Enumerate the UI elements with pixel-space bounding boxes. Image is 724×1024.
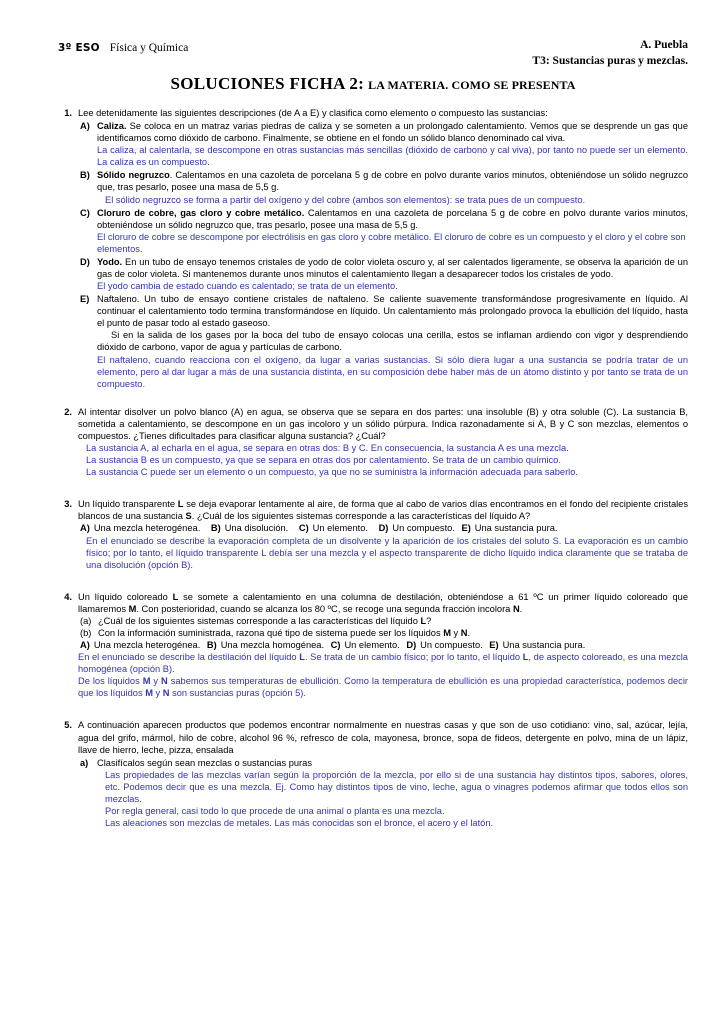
option-letter: B)	[206, 640, 217, 651]
sub-item-text: Con la información suministrada, razona qué tipo de sistema puede ser los líquidos M y N.	[98, 627, 471, 638]
option-letter: A)	[80, 523, 90, 534]
sub-item-text: Clasifícalos según sean mezclas o sustancias puras	[97, 757, 312, 768]
list-item	[78, 120, 688, 168]
item-lead: Cloruro de cobre, gas cloro y cobre metálico.	[97, 207, 305, 218]
sub-item-answer: Por regla general, casi todo lo que procede de una animal o planta es una mezcla.	[105, 805, 445, 816]
question-body	[78, 719, 688, 829]
question-prompt: A continuación aparecen productos que podemos encontrar normalmente en nuestras casas y que son de uso cotidiano: vino, sal, azúcar, lejía, agua del grifo, mármol, hilo de cobre, alcohol 96 %, refresco de cola, mayonesa, bronce, sopa de fideos, detergente en polvo, mina de un lápiz, llave de hierro, leche, pizza, ensalada	[78, 720, 688, 755]
spacer	[58, 582, 688, 591]
question-prompt: Lee detenidamente las siguientes descripciones (de A a E) y clasifica como elemento o compuesto las sustancias:	[78, 108, 548, 118]
option-letter: E)	[489, 640, 499, 651]
item-answer: El naftaleno, cuando reacciona con el oxígeno, da lugar a varias sustancias. Si sólo diera lugar a una sustancia se podría tratar de un elemento, pero al dar lugar a más de una sustancia distinta, en su composición debe haber más de un átomo distinto y por tanto se trata de un compuesto.	[97, 354, 688, 389]
option-letter: D)	[406, 640, 417, 651]
course-label: 3º ESO	[58, 42, 100, 54]
question-number: 3.	[64, 499, 72, 510]
item-lead: Sólido negruzco	[97, 170, 170, 181]
question-1	[58, 107, 688, 390]
question-prompt: Al intentar disolver un polvo blanco (A) en agua, se observa que se separa en dos partes: una insoluble (B) y otra soluble (C). La sustancia B, sometida a calentamiento, se descompone en un gas incoloro y un sólido púrpura. Indica razonadamente si A, B y C son mezclas, elementos o compuestos. ¿Tienes dificultades para clasificar alguna sustancia? ¿Cuál?	[78, 406, 688, 441]
item-letter: D)	[80, 256, 90, 267]
sub-item	[78, 627, 688, 639]
item-body	[97, 169, 688, 205]
item-body	[97, 256, 688, 292]
title-main: SOLUCIONES FICHA 2:	[170, 74, 365, 93]
item-text: Naftaleno. Un tubo de ensayo contiene cristales de naftaleno. Se caliente suavemente transformándose progresivamente en líquido. Al continuar el calentamiento todo termina transformándose en líquido. Un calentamiento más prolongado provoca la ebullición del líquido, hasta el punto de pasar todo al estado gaseoso.	[97, 294, 688, 329]
question-answer: De los líquidos M y N sabemos sus temperaturas de ebullición. Como la temperatura de ebullición es una propiedad característica, podemos decir que los líquidos M y N son sustancias puras (opción 5).	[78, 676, 688, 699]
question-options	[78, 522, 688, 534]
header-right	[532, 38, 688, 69]
item-answer: La caliza, al calentarla, se descompone en otras sustancias más sencillas (dióxido de carbono y cal viva), por tanto no puede ser un elemento. La caliza es un compuesto.	[97, 145, 688, 168]
option-letter: C)	[298, 523, 309, 534]
question-body	[78, 406, 688, 478]
item-answer: El yodo cambia de estado cuando es calentado; se trata de un elemento.	[97, 281, 398, 292]
item-description: Se coloca en un matraz varias piedras de caliza y se someten a un prolongado calentamiento. Vemos que se desprende un gas que identificamos como dióxido de carbono. Finalmente, se obtiene en el fondo un sólido blanco denominado cal viva.	[97, 121, 688, 144]
sub-item	[78, 757, 688, 829]
item-answer: El sólido negruzco se forma a partir del oxígeno y del cobre (ambos son elementos): se trata pues de un compuesto.	[105, 194, 586, 205]
item-letter: B)	[80, 170, 90, 181]
question-4	[58, 591, 688, 700]
item-text	[97, 256, 688, 280]
item-letter: A)	[80, 121, 90, 132]
sub-item-answer: Las aleaciones son mezclas de metales. Las más conocidas son el bronce, el acero y el latón.	[105, 818, 494, 829]
page-title	[58, 74, 688, 94]
item-lead: Yodo.	[97, 256, 123, 267]
question-answer: En el enunciado se describe la destilación del líquido L. Se trata de un cambio físico; por lo tanto, el líquido L, de aspecto coloreado, es una mezcla homogénea (opción B).	[78, 652, 688, 675]
question-answer: La sustancia C puede ser un elemento o un compuesto, ya que no se suministra la información adecuada para saberlo.	[86, 467, 578, 478]
option-letter: E)	[461, 523, 471, 534]
option-letter: C)	[330, 640, 341, 651]
question-body	[78, 591, 688, 700]
question-answer: La sustancia B es un compuesto, ya que se separa en otras dos por calentamiento. Se trata de un cambio químico.	[86, 455, 561, 466]
list-item	[78, 169, 688, 205]
item-description: En un tubo de ensayo tenemos cristales de yodo de color violeta oscuro y, al ser calentados ligeramente, se observa la aparición de un gas de color violeta. Si mantenemos durante unos minutos el calentamiento llegan a desaparecer todos los cristales de yodo.	[97, 256, 688, 280]
sub-item	[78, 615, 688, 627]
item-text	[97, 120, 688, 144]
option-text: Una mezcla homogénea.	[220, 640, 325, 651]
question-body	[78, 107, 688, 390]
question-answer: La sustancia A, al echarla en el agua, se separa en otras dos: B y C. En consecuencia, la sustancia A es una mezcla.	[86, 443, 569, 454]
list-item	[78, 293, 688, 390]
header-left	[58, 38, 188, 56]
option-text: Un compuesto.	[420, 640, 483, 651]
question-number: 5.	[64, 720, 72, 731]
spacer	[58, 489, 688, 498]
question-3	[58, 498, 688, 570]
question-prompt: Un líquido transparente L se deja evaporar lentamente al aire, de forma que al cabo de varios días encontramos en el fondo del recipiente cristales blancos de una sustancia S. ¿Cuál de los siguientes sistemas corresponde a las características del líquido A?	[78, 499, 689, 522]
option-text: Una sustancia pura.	[474, 523, 558, 534]
question-2	[58, 406, 688, 478]
option-text: Una sustancia pura.	[502, 640, 586, 651]
option-text: Un compuesto.	[392, 523, 455, 534]
item-body	[97, 120, 688, 168]
option-text: Una mezcla heterogénea.	[93, 523, 201, 534]
item-text-2: Si en la salida de los gases por la boca del tubo de ensayo colocas una cerilla, estos se inflaman ardiendo con vigor y desprendiendo dióxido de carbono, vapor de agua y partículas de carbono.	[97, 330, 688, 353]
item-description: . Calentamos en una cazoleta de porcelana 5 g de cobre en polvo durante varios minutos, obteniéndose un sólido negruzco que, tras pesarlo, posee una masa de 5,5 g.	[97, 170, 688, 193]
spacer	[58, 710, 688, 719]
item-body	[97, 293, 688, 390]
question-answer: En el enunciado se describe la evaporación completa de un disolvente y la aparición de los cristales del soluto S. La evaporación es un cambio físico; por lo tanto, el líquido transparente L debía ser una mezcla y el aspecto transparente de dicho líquido indica claramente que se trataba de una disolución (opción B).	[86, 535, 688, 570]
option-text: Una disolución.	[224, 523, 289, 534]
question-prompt: Un líquido coloreado L se somete a calentamiento en una columna de destilación, obteniéndose a 61 ºC un primer líquido coloreado que llamaremos M. Con posterioridad, cuando se alcanza los 80 ºC, se recoge una segunda fracción incolora N.	[78, 591, 688, 614]
sub-item-body	[97, 757, 688, 829]
question-5	[58, 719, 688, 829]
option-letter: D)	[378, 523, 389, 534]
item-body	[97, 207, 688, 255]
sub-item-answer: Las propiedades de las mezclas varían según la proporción de la mezcla, por ello si de una sustancia hay distintos tipos, sabores, olores, etc. Podemos decir que es una mezcla. Ej. Como hay distintos tipos de vino, leche, agua o vinagres podemos afirmar que todos ellos son mezclas.	[105, 769, 688, 804]
title-sub: LA MATERIA. COMO SE PRESENTA	[368, 78, 576, 92]
author-label: A. Puebla	[640, 39, 688, 51]
sub-item-letter: a)	[80, 757, 89, 768]
item-answer: El cloruro de cobre se descompone por electrólisis en gas cloro y cobre metálico. El cloruro de cobre es un compuesto y el cloro y el cobre son elementos.	[97, 231, 686, 254]
subject-label: Física y Química	[109, 42, 189, 54]
option-text: Un elemento.	[344, 640, 400, 651]
item-text	[97, 207, 688, 231]
question-number: 1.	[64, 108, 72, 118]
question-number: 4.	[64, 591, 72, 602]
option-letter: B)	[210, 523, 221, 534]
option-text: Una mezcla heterogénea.	[93, 640, 201, 651]
sub-item-letter: (b)	[80, 627, 92, 638]
page-header	[58, 38, 688, 72]
item-text	[97, 169, 688, 193]
sub-item-text: ¿Cuál de los siguientes sistemas corresponde a las características del líquido L?	[98, 615, 432, 626]
question-number: 2.	[64, 406, 72, 417]
item-lead: Caliza.	[97, 121, 127, 132]
sub-item-letter: (a)	[80, 615, 92, 626]
question-options	[78, 639, 688, 651]
option-text: Un elemento.	[312, 523, 368, 534]
item-letter: E)	[80, 294, 90, 305]
topic-label: T3: Sustancias puras y mezclas.	[532, 54, 688, 67]
list-item	[78, 207, 688, 255]
list-item	[78, 256, 688, 292]
item-letter: C)	[80, 207, 90, 218]
option-letter: A)	[80, 640, 90, 651]
question-body	[78, 498, 688, 570]
item-description: Calentamos en una cazoleta de porcelana 5 g de cobre en polvo durante varios minutos, obteniéndose un sólido negruzco que, tras pesarlo, posee una masa de 5,5 g.	[97, 207, 688, 230]
